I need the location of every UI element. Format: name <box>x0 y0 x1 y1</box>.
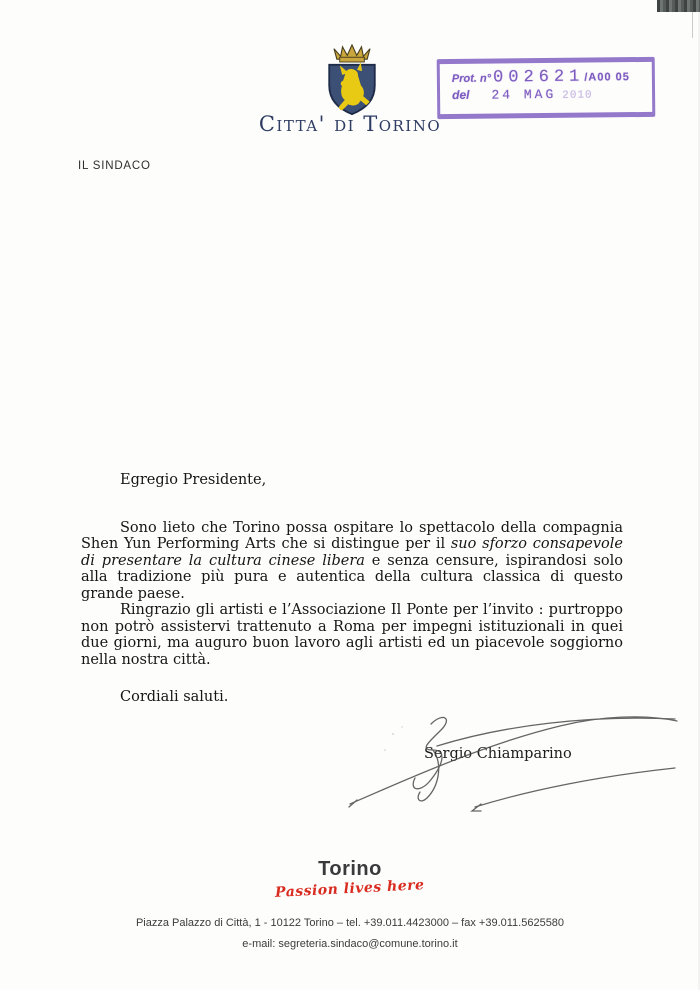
stamp-del-label: del <box>451 87 470 102</box>
stamp-prot-label: Prot. n° <box>451 72 492 85</box>
torino-coat-of-arms-icon <box>318 44 386 116</box>
footer-brand-block <box>0 858 700 901</box>
brand-slogan: Passion lives here <box>274 877 426 901</box>
stamp-protocol-line <box>452 67 642 88</box>
stamp-date: 24 MAG <box>491 86 557 103</box>
paragraph-1-text: Sono lieto che Torino possa ospitare lo spettacolo della compagnia Shen Yun Performing Arts che si distingue per il <box>81 519 623 552</box>
stamp-prot-number: 002621 <box>493 67 585 88</box>
scan-artifact-edge <box>692 12 693 38</box>
protocol-stamp <box>437 57 656 119</box>
torino-brand-logo: Torino <box>318 858 382 880</box>
org-wordmark: Citta' di Torino <box>258 112 442 136</box>
paragraph-1-italic: suo sforzo consapevole di presentare la cultura cinese libera <box>81 536 623 569</box>
sender-title: IL SINDACO <box>78 160 151 172</box>
paragraph-1 <box>81 520 623 603</box>
salutation: Egregio Presidente, <box>120 472 267 488</box>
stamp-date-line <box>452 86 642 103</box>
paragraph-1-text-after: e senza censure, ispirandosi solo alla tradizione più pura e autentica della cultura classica di questo grande paese. <box>81 552 623 602</box>
signatory-name: Sergio Chiamparino <box>424 746 572 762</box>
paragraph-2: Ringrazio gli artisti e l’Associazione Il Ponte per l’invito : purtroppo non potrò assistervi trattenuto a Roma per impegni istituzionali in quei due giorni, ma auguro buon lavoro agli artisti ed un piacevole soggiorno nella nostra città. <box>81 602 623 668</box>
scan-artifact-corner <box>657 0 700 12</box>
scan-speckles <box>384 726 403 751</box>
footer-email: e-mail: segreteria.sindaco@comune.torino.it <box>242 938 458 950</box>
closing: Cordiali saluti. <box>120 689 229 705</box>
stamp-prot-suffix: /A00 05 <box>584 71 630 84</box>
stamp-year: 2010 <box>562 89 593 102</box>
letter-body <box>81 472 623 706</box>
handwritten-signature <box>345 688 685 843</box>
footer-address: Piazza Palazzo di Città, 1 - 10122 Torino – tel. +39.011.4423000 – fax +39.011.5625580 <box>135 917 565 929</box>
